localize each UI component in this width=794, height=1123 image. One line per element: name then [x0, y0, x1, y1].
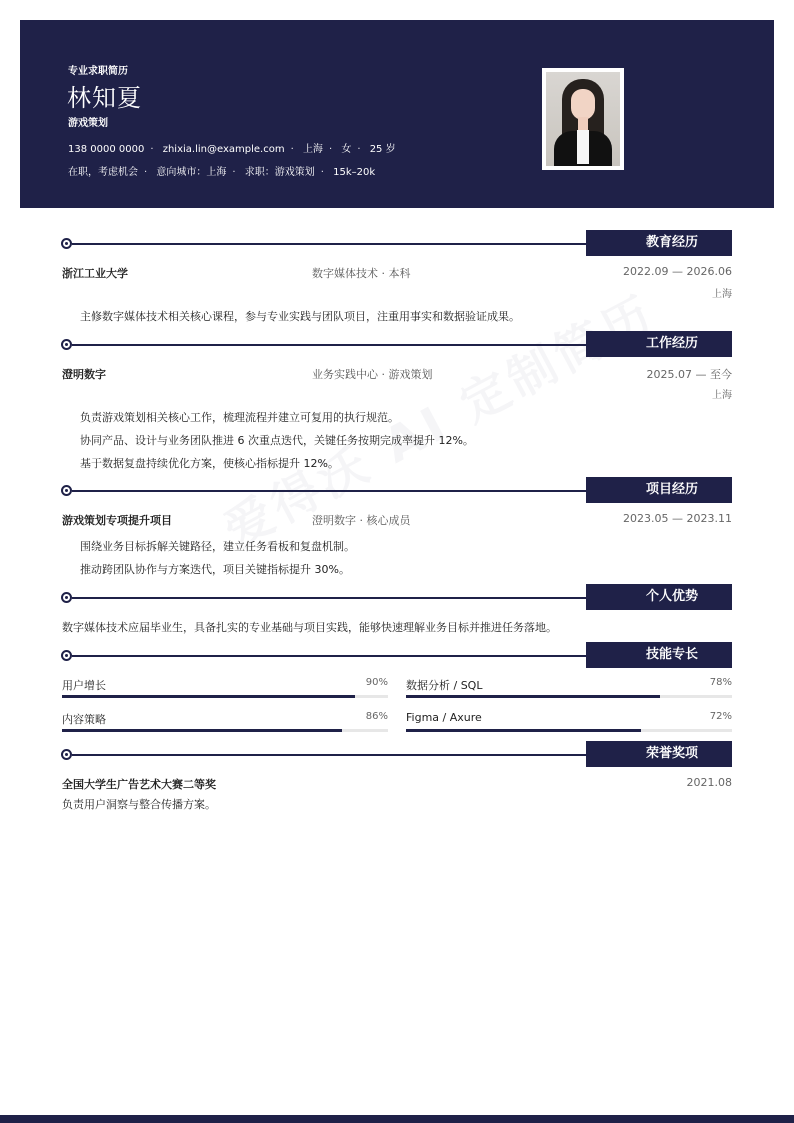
education-section-header — [62, 230, 732, 256]
target-city: 意向城市：上海 — [156, 167, 227, 178]
portrait-face — [571, 89, 595, 120]
advantage-text: 数字媒体技术应届毕业生，具备扎实的专业基础与项目实践，能够快速理解业务目标并推进任务落地。 — [62, 621, 557, 634]
skill-fill — [62, 695, 355, 698]
awards-section-header — [62, 741, 732, 767]
education-location: 上海 — [712, 289, 732, 300]
project-bullet: 围绕业务目标拆解关键路径，建立任务看板和复盘机制。 — [80, 540, 355, 553]
target-role: 求职：游戏策划 — [244, 167, 315, 178]
skill-track — [62, 729, 388, 732]
footer-bar — [0, 1115, 794, 1123]
school-name: 浙江工业大学 — [62, 267, 128, 280]
contact-line: 138 0000 0000 · zhixia.lin@example.com · 上海 · 女 · 25 岁 — [68, 144, 396, 155]
skill-item — [62, 711, 388, 737]
profile-photo — [542, 68, 624, 170]
skill-fill — [62, 729, 342, 732]
skill-name: 用户增长 — [62, 679, 106, 692]
section-marker-icon — [61, 485, 72, 496]
project-name: 游戏策划专项提升项目 — [62, 514, 172, 527]
awards-title: 荣誉奖项 — [586, 741, 732, 767]
work-item — [62, 366, 732, 401]
project-date: 2023.05 — 2023.11 — [623, 512, 732, 525]
award-item — [62, 776, 732, 792]
candidate-name: 林知夏 — [67, 84, 142, 112]
skill-percent: 72% — [709, 711, 732, 722]
skill-fill — [406, 729, 641, 732]
project-section-header — [62, 477, 732, 503]
skill-name: Figma / Axure — [406, 711, 482, 724]
advantage-section-header — [62, 584, 732, 610]
section-marker-icon — [61, 238, 72, 249]
resume-kicker: 专业求职简历 — [68, 66, 128, 77]
skill-name: 数据分析 / SQL — [406, 679, 483, 692]
section-marker-icon — [61, 592, 72, 603]
skill-item — [62, 677, 388, 703]
skill-track — [62, 695, 388, 698]
section-divider — [72, 655, 587, 657]
skill-percent: 78% — [709, 677, 732, 688]
candidate-role: 游戏策划 — [68, 118, 108, 129]
email-address: zhixia.lin@example.com — [162, 144, 285, 155]
skills-section-header — [62, 642, 732, 668]
education-title: 教育经历 — [586, 230, 732, 256]
project-item — [62, 512, 732, 528]
section-divider — [72, 490, 587, 492]
phone-number: 138 0000 0000 — [68, 144, 145, 155]
city: 上海 — [302, 144, 323, 155]
skills-title: 技能专长 — [586, 642, 732, 668]
education-major: 数字媒体技术 · 本科 — [312, 267, 411, 280]
skill-fill — [406, 695, 660, 698]
skill-percent: 90% — [365, 677, 388, 688]
skill-track — [406, 729, 732, 732]
award-description: 负责用户洞察与整合传播方案。 — [62, 798, 216, 811]
portrait-shirt — [577, 130, 589, 164]
work-location: 上海 — [712, 390, 732, 401]
project-role: 澄明数字 · 核心成员 — [312, 514, 411, 527]
section-divider — [72, 344, 587, 346]
job-status-line: 在职，考虑机会 · 意向城市：上海 · 求职：游戏策划 · 15k–20k — [68, 167, 376, 178]
work-section-header — [62, 331, 732, 357]
section-divider — [72, 243, 587, 245]
award-name: 全国大学生广告艺术大赛二等奖 — [62, 778, 216, 791]
skill-name: 内容策略 — [62, 713, 106, 726]
skill-item — [406, 677, 732, 703]
section-divider — [72, 597, 587, 599]
advantage-title: 个人优势 — [586, 584, 732, 610]
section-marker-icon — [61, 339, 72, 350]
education-date: 2022.09 — 2026.06 — [623, 265, 732, 278]
work-title: 工作经历 — [586, 331, 732, 357]
work-department: 业务实践中心 · 游戏策划 — [312, 368, 433, 381]
salary-range: 15k–20k — [333, 167, 376, 178]
age: 25 岁 — [369, 144, 396, 155]
education-description: 主修数字媒体技术相关核心课程，参与专业实践与团队项目，注重用事实和数据验证成果。 — [80, 310, 520, 323]
skill-percent: 86% — [365, 711, 388, 722]
employment-status: 在职，考虑机会 — [68, 167, 138, 178]
company-name: 澄明数字 — [62, 368, 106, 381]
project-title: 项目经历 — [586, 477, 732, 503]
education-item — [62, 265, 732, 300]
section-marker-icon — [61, 650, 72, 661]
work-bullet: 协同产品、设计与业务团队推进 6 次重点迭代，关键任务按期完成率提升 12%。 — [80, 434, 474, 447]
section-divider — [72, 754, 587, 756]
portrait-image — [546, 72, 620, 166]
section-marker-icon — [61, 749, 72, 760]
skill-item — [406, 711, 732, 737]
skill-track — [406, 695, 732, 698]
award-date: 2021.08 — [686, 776, 732, 789]
work-bullet: 基于数据复盘持续优化方案，使核心指标提升 12%。 — [80, 457, 339, 470]
gender: 女 — [341, 144, 352, 155]
work-date: 2025.07 — 至今 — [646, 368, 732, 381]
work-bullet: 负责游戏策划相关核心工作，梳理流程并建立可复用的执行规范。 — [80, 411, 399, 424]
resume-header — [20, 20, 774, 208]
project-bullet: 推动跨团队协作与方案迭代，项目关键指标提升 30%。 — [80, 563, 350, 576]
